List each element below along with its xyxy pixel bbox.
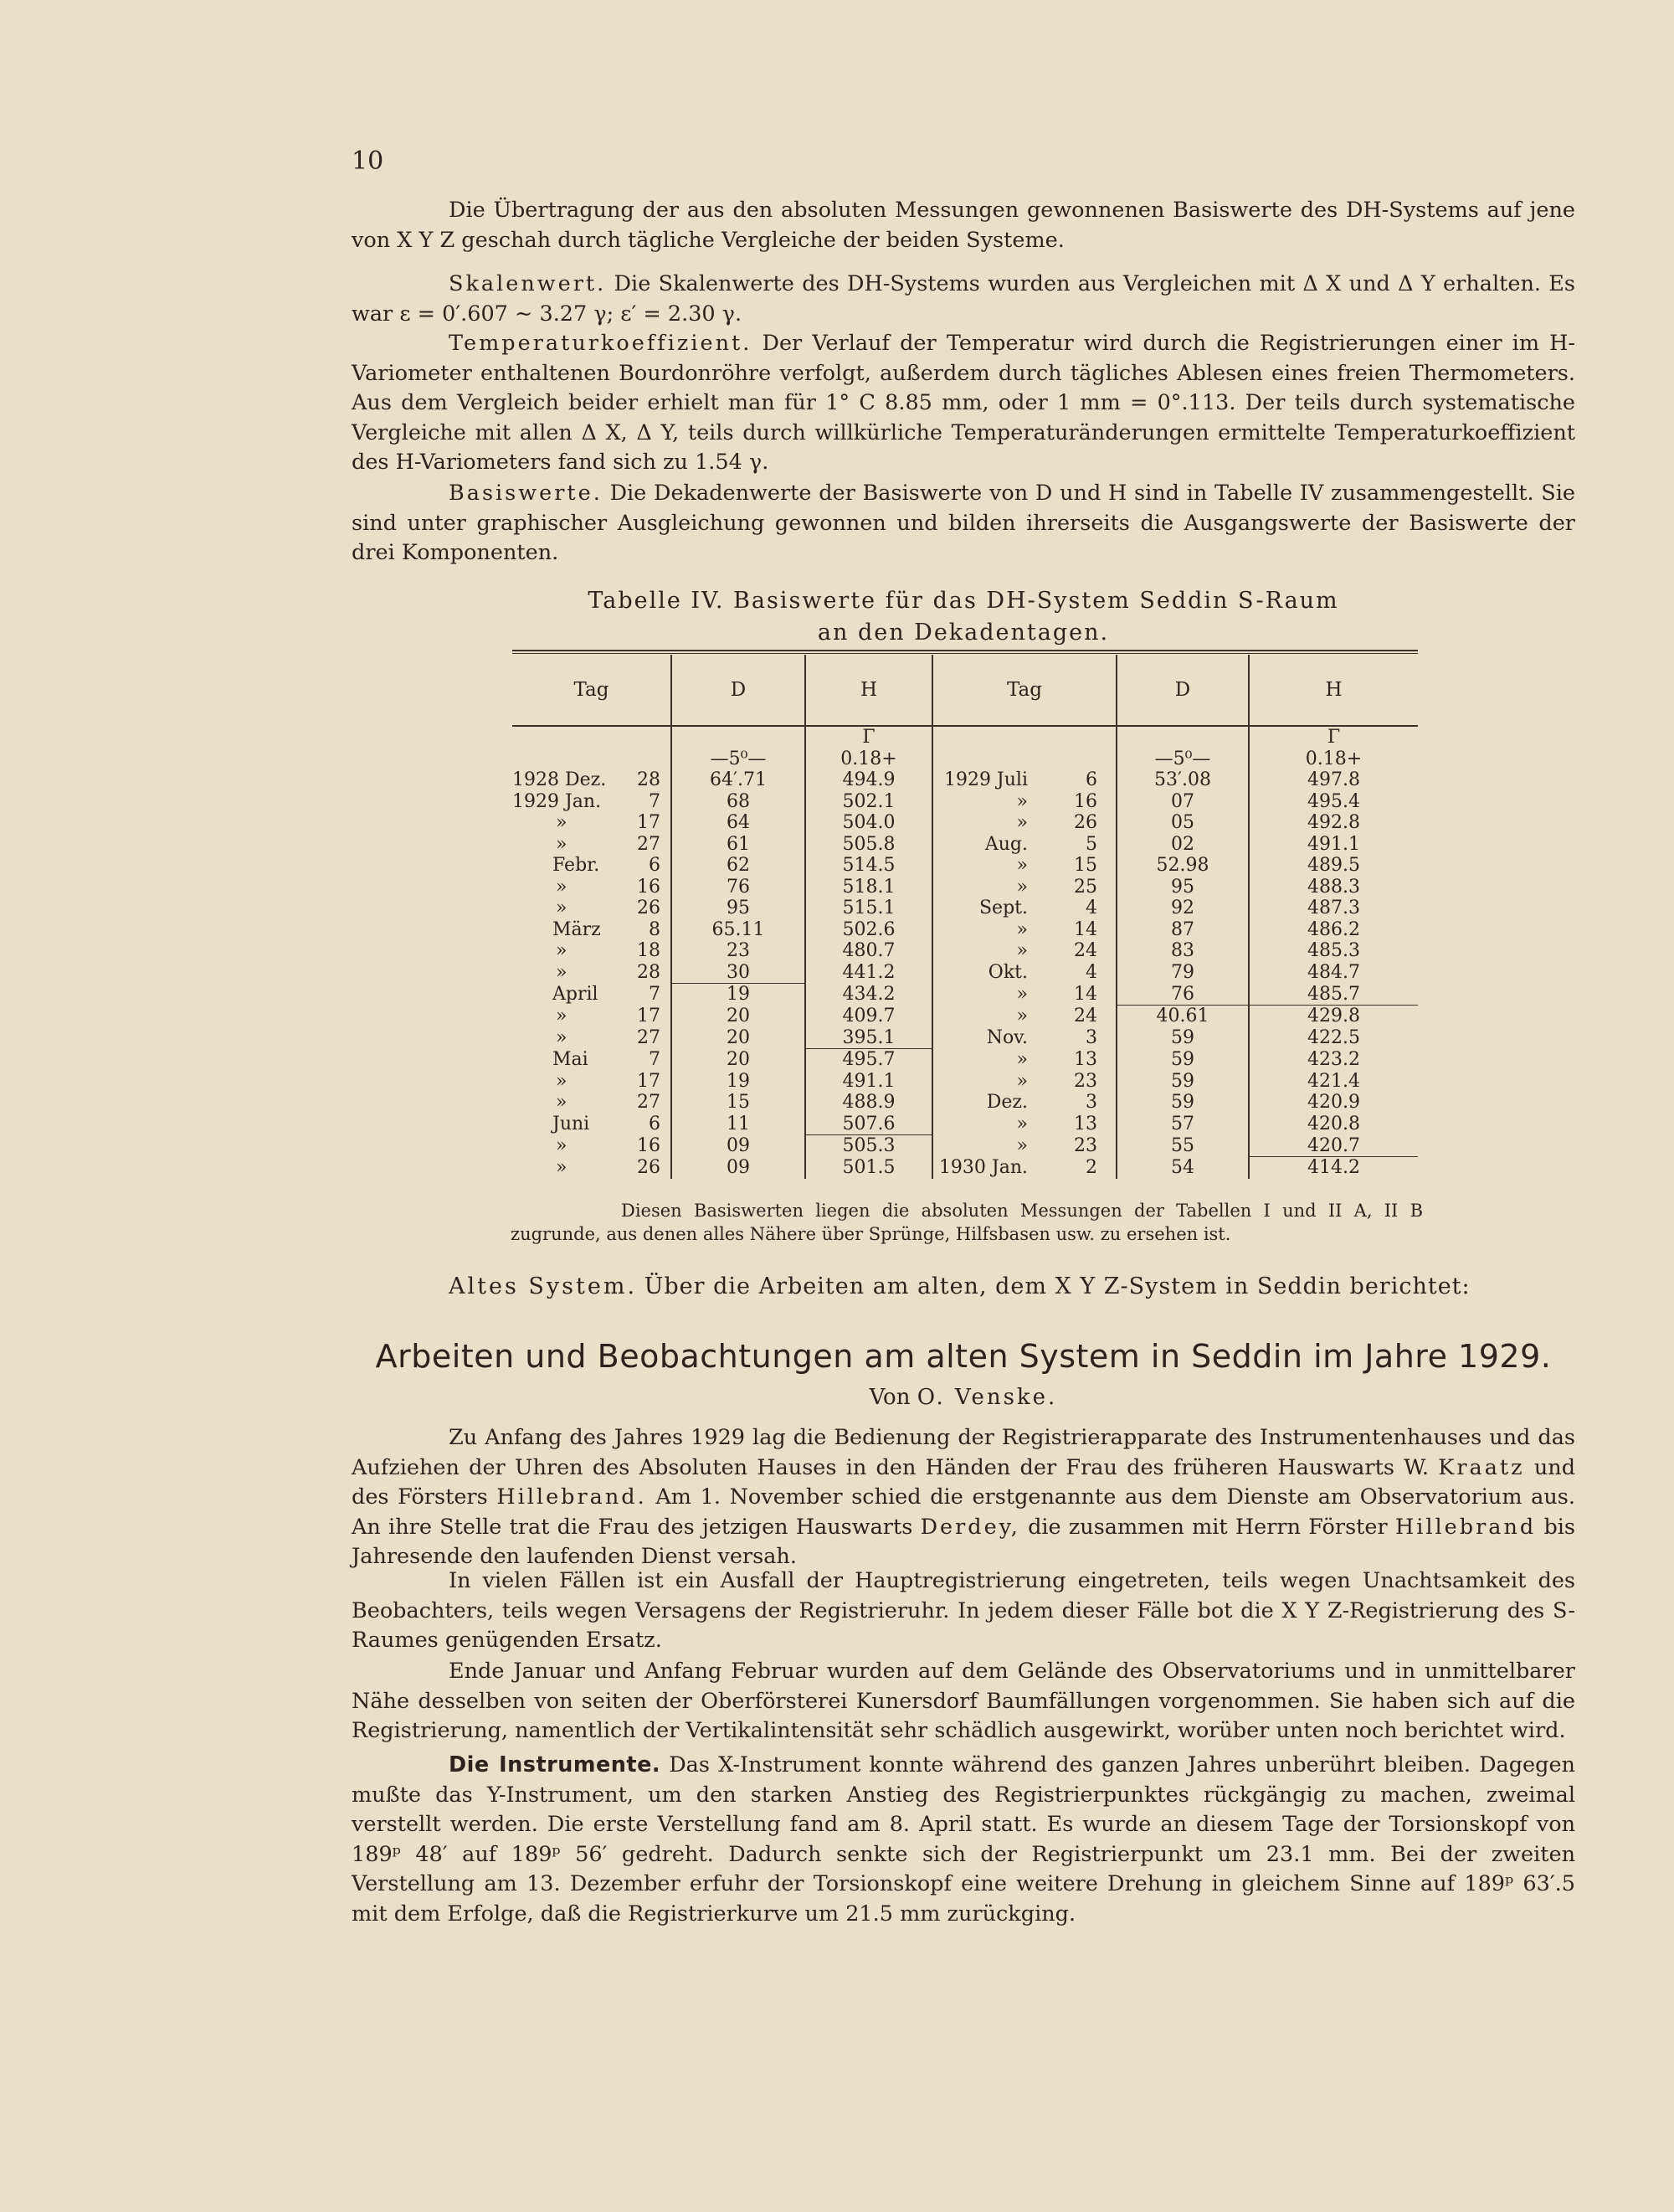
- instrumente-text: Das X-Instrument konnte während des ganzen Jahres unberührt bleiben. Dagegen mußte das Y-Instrument, um den starken Anstieg des Registrierpunktes rückgängig zu machen, zweimal verstellt werden. Die erste Verstellung fand am 8. April statt. Es wurde an diesem Tage der Torsionskopf von 189ᵖ 48′ auf 189ᵖ 56′ gedreht. Dadurch senkte sich der Registrierpunkt um 23.1 mm. Bei der zweiten Verstellung am 13. Dezember erfuhr der Torsionskopf eine weitere Drehung in gleichem Sinne auf 189ᵖ 63′.5 mit dem Erfolge, daß die Registrierkurve um 21.5 mm zurückging.: [352, 1752, 1575, 1926]
- right-tag-day: 26: [1074, 812, 1097, 833]
- right-d-value: 57: [1117, 1114, 1249, 1135]
- left-d-value: 11: [671, 1114, 805, 1135]
- left-h-value: 501.5: [805, 1157, 932, 1179]
- left-h-value: 434.2: [805, 984, 932, 1006]
- left-h-value: 494.9: [805, 769, 932, 791]
- left-h-value: 441.2: [805, 962, 932, 984]
- left-tag-day: 17: [637, 1005, 660, 1026]
- intro-paragraph-3: [352, 329, 1575, 478]
- right-h-value: 492.8: [1249, 812, 1418, 834]
- right-tag-day: 14: [1074, 983, 1097, 1005]
- right-tag-day: 25: [1074, 876, 1097, 898]
- right-tag-day: 14: [1074, 918, 1097, 940]
- right-tag-month: »: [932, 1071, 1056, 1093]
- left-d-value: 20: [671, 1049, 805, 1071]
- unit-gamma-2: Γ: [1327, 727, 1341, 748]
- left-tag-month: 1929 Jan.: [512, 790, 602, 812]
- left-d-value: 19: [671, 1071, 805, 1093]
- right-d-value: 52.98: [1117, 855, 1249, 877]
- basiswerte-table: [512, 655, 1418, 1179]
- right-h-value: 414.2: [1249, 1157, 1418, 1179]
- table-row: [512, 1135, 1418, 1157]
- left-d-value: 15: [671, 1092, 805, 1114]
- left-tag-month: »: [556, 1005, 567, 1026]
- left-h-value: 488.9: [805, 1092, 932, 1114]
- right-d-value: 79: [1117, 962, 1249, 984]
- right-tag-month: »: [932, 1049, 1056, 1071]
- left-h-value: 504.0: [805, 812, 932, 834]
- left-d-value: 65.11: [671, 919, 805, 941]
- table-top-rule-thin: [512, 653, 1418, 654]
- right-h-value: 485.7: [1249, 984, 1418, 1006]
- left-tag-month: März: [552, 918, 601, 940]
- unit-h-value-2: 0.18+: [1305, 748, 1363, 769]
- right-h-value: 422.5: [1249, 1027, 1418, 1049]
- table-footnote: Diesen Basiswerten liegen die absoluten Messungen der Tabellen I und II A, II B zugrunde, aus denen alles Nähere über Sprünge, Hilfsbasen usw. zu ersehen ist.: [511, 1201, 1423, 1244]
- left-h-value: 515.1: [805, 898, 932, 919]
- section-paragraph-2: In vielen Fällen ist ein Ausfall der Hauptregistrierung eingetreten, teils wegen Unachtsamkeit des Beobachters, teils wegen Versagens der Registrieruhr. In jedem dieser Fälle bot die X Y Z-Registrierung des S-Raumes genügenden Ersatz.: [352, 1568, 1575, 1653]
- left-h-value: 495.7: [805, 1049, 932, 1071]
- left-tag-day: 7: [649, 983, 660, 1005]
- right-tag-month: »: [932, 940, 1056, 962]
- table-row: [512, 962, 1418, 984]
- right-d-value: 59: [1117, 1071, 1249, 1093]
- right-tag-month: »: [932, 791, 1056, 813]
- intro-paragraph-1: Die Übertragung der aus den absoluten Messungen gewonnenen Basiswerte des DH-Systems auf jene von X Y Z geschah durch tägliche Vergleiche der beiden Systeme.: [352, 198, 1575, 253]
- left-h-value: 507.6: [805, 1114, 932, 1135]
- section-paragraph-4: [352, 1751, 1575, 1929]
- left-h-value: 480.7: [805, 940, 932, 962]
- left-tag-day: 6: [649, 1113, 660, 1134]
- unit-h-2: [1249, 726, 1418, 769]
- left-tag-day: 7: [649, 1048, 660, 1070]
- left-tag-month: »: [556, 812, 567, 833]
- table-row: [512, 834, 1418, 856]
- right-h-value: 484.7: [1249, 962, 1418, 984]
- left-tag-day: 18: [637, 940, 660, 961]
- header-d-1: D: [671, 655, 805, 726]
- right-h-value: 420.7: [1249, 1135, 1418, 1157]
- left-tag-month: »: [556, 940, 567, 961]
- right-tag-day: 15: [1074, 855, 1097, 876]
- left-d-value: 09: [671, 1157, 805, 1179]
- left-d-value: 19: [671, 984, 805, 1006]
- right-tag-day: 4: [1086, 961, 1097, 983]
- left-tag-day: 6: [649, 855, 660, 876]
- page-number: 10: [352, 147, 384, 176]
- name-kraatz: Kraatz: [1438, 1454, 1525, 1480]
- left-tag-month: »: [556, 1070, 567, 1092]
- left-tag-day: 17: [637, 1070, 660, 1092]
- section-author-line: [352, 1385, 1575, 1410]
- right-h-value: 495.4: [1249, 791, 1418, 813]
- table-row: [512, 1027, 1418, 1049]
- left-h-value: 514.5: [805, 855, 932, 877]
- table-row: [512, 1114, 1418, 1135]
- right-d-value: 76: [1117, 984, 1249, 1006]
- temperaturkoeffizient-text: Der Verlauf der Temperatur wird durch die Registrierungen einer im H-Variometer enthaltenen Bourdonröhre verfolgt, außerdem durch tägliches Ablesen eines freien Thermometers. Aus dem Vergleich beider erhielt man für 1° C 8.85 mm, oder 1 mm = 0°.113. Der teils durch systematische Vergleiche mit allen Δ X, Δ Y, teils durch willkürliche Temperaturänderungen ermittelte Temperaturkoeffizient des H-Variometers fand sich zu 1.54 γ.: [352, 331, 1575, 475]
- right-h-value: 420.9: [1249, 1092, 1418, 1114]
- table-row: [512, 984, 1418, 1006]
- left-tag-month: »: [556, 1026, 567, 1048]
- name-hillebrand-1: Hillebrand.: [496, 1484, 647, 1510]
- right-d-value: 54: [1117, 1157, 1249, 1179]
- table-row: [512, 1071, 1418, 1093]
- left-h-value: 502.6: [805, 919, 932, 941]
- right-tag-month: Dez.: [932, 1092, 1056, 1114]
- header-tag-2: Tag: [932, 655, 1117, 726]
- left-tag-day: 26: [637, 898, 660, 918]
- table-row: [512, 1006, 1418, 1027]
- table-row: [512, 898, 1418, 919]
- left-tag-month: Mai: [552, 1048, 588, 1070]
- right-d-value: 02: [1117, 834, 1249, 856]
- section-paragraph-1: [352, 1423, 1575, 1572]
- left-tag-month: »: [556, 876, 567, 898]
- section-title: Arbeiten und Beobachtungen am alten System in Seddin im Jahre 1929.: [375, 1338, 1552, 1375]
- left-d-value: 64: [671, 812, 805, 834]
- section-paragraph-3: Ende Januar und Anfang Februar wurden auf dem Gelände des Observatoriums und in unmittelbarer Nähe desselben von seiten der Oberförsterei Kunersdorf Baumfällungen vorgenommen. Sie haben sich auf die Registrierung, namentlich der Vertikalintensität sehr schädlich ausgewirkt, worüber unten noch berichtet wird.: [352, 1659, 1575, 1743]
- table-caption-line-2: an den Dekadentagen.: [817, 620, 1110, 646]
- left-d-value: 20: [671, 1027, 805, 1049]
- right-tag-day: 13: [1074, 1113, 1097, 1134]
- left-tag-month: Febr.: [552, 855, 600, 876]
- right-d-value: 59: [1117, 1027, 1249, 1049]
- table-top-rule: [512, 650, 1418, 651]
- right-tag-day: 16: [1074, 790, 1097, 812]
- left-tag-day: 27: [637, 833, 660, 855]
- left-d-value: 64′.71: [671, 769, 805, 791]
- right-d-value: 83: [1117, 940, 1249, 962]
- right-d-value: 05: [1117, 812, 1249, 834]
- author-name: O. Venske.: [917, 1385, 1058, 1410]
- basiswerte-heading: Basiswerte.: [449, 481, 603, 506]
- table-row: [512, 1049, 1418, 1071]
- altes-system-text: Über die Arbeiten am alten, dem X Y Z-System in Seddin berichtet:: [644, 1273, 1471, 1299]
- header-tag-1: Tag: [512, 655, 671, 726]
- right-tag-month: »: [932, 1114, 1056, 1135]
- author-prefix: Von: [869, 1385, 911, 1410]
- right-tag-day: 5: [1086, 833, 1097, 855]
- right-h-value: 486.2: [1249, 919, 1418, 941]
- right-tag-month: »: [932, 812, 1056, 834]
- table-row: [512, 791, 1418, 813]
- p1-text-d: die zusammen mit Herrn Förster: [1028, 1514, 1388, 1540]
- unit-h-1: [805, 726, 932, 769]
- left-tag-month: »: [556, 898, 567, 918]
- left-tag-month: April: [552, 983, 598, 1005]
- table-unit-row: [512, 726, 1418, 769]
- intro-paragraph-2: [352, 270, 1575, 329]
- right-tag-month: »: [932, 855, 1056, 877]
- left-h-value: 518.1: [805, 877, 932, 898]
- left-tag-month: »: [556, 1134, 567, 1156]
- left-tag-day: 27: [637, 1092, 660, 1113]
- p1-text-e: bis Jahresende den laufenden Dienst versah.: [352, 1514, 1576, 1569]
- right-d-value: 40.61: [1117, 1006, 1249, 1027]
- right-tag-month: »: [932, 919, 1056, 941]
- table-row: [512, 855, 1418, 877]
- left-d-value: 09: [671, 1135, 805, 1157]
- right-tag-month: Nov.: [932, 1027, 1056, 1049]
- right-tag-month: 1929 Juli: [932, 769, 1056, 791]
- left-tag-month: Juni: [552, 1113, 590, 1134]
- right-tag-day: 24: [1074, 940, 1097, 961]
- right-tag-month: »: [932, 1006, 1056, 1027]
- right-d-value: 59: [1117, 1049, 1249, 1071]
- left-d-value: 61: [671, 834, 805, 856]
- right-h-value: 423.2: [1249, 1049, 1418, 1071]
- right-h-value: 487.3: [1249, 898, 1418, 919]
- right-tag-month: Sept.: [932, 898, 1056, 919]
- left-d-value: 20: [671, 1006, 805, 1027]
- unit-h-value-1: 0.18+: [840, 748, 897, 769]
- table-row: [512, 769, 1418, 791]
- header-d-2: D: [1117, 655, 1249, 726]
- right-tag-day: 23: [1074, 1070, 1097, 1092]
- altes-system-heading: Altes System.: [449, 1273, 638, 1299]
- left-d-value: 95: [671, 898, 805, 919]
- right-d-value: 59: [1117, 1092, 1249, 1114]
- right-tag-month: Aug.: [932, 834, 1056, 856]
- temperaturkoeffizient-heading: Temperaturkoeffizient.: [449, 331, 752, 356]
- left-h-value: 502.1: [805, 791, 932, 813]
- right-tag-day: 6: [1086, 769, 1097, 790]
- right-tag-day: 2: [1086, 1156, 1097, 1178]
- unit-gamma-1: Γ: [862, 727, 876, 748]
- right-tag-month: 1930 Jan.: [932, 1157, 1056, 1179]
- right-tag-day: 23: [1074, 1134, 1097, 1156]
- basiswerte-text: Die Dekadenwerte der Basiswerte von D und H sind in Tabelle IV zusammengestellt. Sie sind unter graphischer Ausgleichung gewonnen und bilden ihrerseits die Ausgangswerte der Basiswerte der drei Komponenten.: [352, 481, 1576, 565]
- right-h-value: 421.4: [1249, 1071, 1418, 1093]
- left-h-value: 409.7: [805, 1006, 932, 1027]
- left-tag-day: 7: [649, 790, 660, 812]
- left-h-value: 491.1: [805, 1071, 932, 1093]
- unit-d-1: —5⁰—: [671, 726, 805, 769]
- left-tag-month: »: [556, 961, 567, 983]
- table-row: [512, 812, 1418, 834]
- p1-text-b: und des Försters: [352, 1454, 1576, 1510]
- right-h-value: 485.3: [1249, 940, 1418, 962]
- table-row: [512, 877, 1418, 898]
- p1-text-c: Am 1. November schied die erstgenannte aus dem Dienste am Observatorium aus. An ihre Stelle trat die Frau des jetzigen Hauswarts: [352, 1484, 1575, 1540]
- left-tag-month: 1928 Dez.: [512, 769, 607, 790]
- p1-text-a: Zu Anfang des Jahres 1929 lag die Bedienung der Registrierapparate des Instrumentenhauses und das Aufziehen der Uhren des Absoluten Hauses in den Händen der Frau des früheren Hauswarts W.: [352, 1425, 1575, 1480]
- right-h-value: 420.8: [1249, 1114, 1418, 1135]
- header-h-1: H: [805, 655, 932, 726]
- left-d-value: 30: [671, 962, 805, 984]
- right-d-value: 95: [1117, 877, 1249, 898]
- right-tag-day: 3: [1086, 1026, 1097, 1048]
- left-tag-month: »: [556, 1092, 567, 1113]
- altes-system-paragraph: [352, 1272, 1575, 1302]
- unit-d-2: —5⁰—: [1117, 726, 1249, 769]
- left-d-value: 68: [671, 791, 805, 813]
- right-tag-day: 4: [1086, 898, 1097, 918]
- left-tag-day: 28: [637, 769, 660, 790]
- left-tag-month: »: [556, 833, 567, 855]
- left-tag-day: 26: [637, 1156, 660, 1178]
- right-d-value: 92: [1117, 898, 1249, 919]
- instrumente-heading: Die Instrumente.: [449, 1752, 661, 1777]
- right-h-value: 429.8: [1249, 1006, 1418, 1027]
- left-d-value: 23: [671, 940, 805, 962]
- table-row: [512, 1157, 1418, 1179]
- header-h-2: H: [1249, 655, 1418, 726]
- right-tag-day: 13: [1074, 1048, 1097, 1070]
- skalenwert-heading: Skalenwert.: [449, 271, 607, 296]
- name-derdey: Derdey,: [920, 1514, 1020, 1540]
- right-h-value: 488.3: [1249, 877, 1418, 898]
- left-tag-day: 28: [637, 961, 660, 983]
- right-h-value: 497.8: [1249, 769, 1418, 791]
- right-tag-day: 3: [1086, 1092, 1097, 1113]
- right-tag-month: »: [932, 1135, 1056, 1157]
- left-h-value: 505.8: [805, 834, 932, 856]
- right-h-value: 491.1: [1249, 834, 1418, 856]
- table-data-rows: [512, 769, 1418, 1179]
- right-d-value: 87: [1117, 919, 1249, 941]
- left-tag-day: 17: [637, 812, 660, 833]
- table-caption-line-1: Tabelle IV. Basiswerte für das DH-System Seddin S-Raum: [588, 588, 1339, 614]
- left-d-value: 76: [671, 877, 805, 898]
- right-h-value: 489.5: [1249, 855, 1418, 877]
- left-d-value: 62: [671, 855, 805, 877]
- name-hillebrand-2: Hillebrand: [1394, 1514, 1537, 1540]
- right-d-value: 07: [1117, 791, 1249, 813]
- left-tag-day: 27: [637, 1026, 660, 1048]
- right-tag-month: »: [932, 877, 1056, 898]
- right-tag-month: Okt.: [932, 962, 1056, 984]
- table-row: [512, 919, 1418, 941]
- left-tag-day: 16: [637, 876, 660, 898]
- left-tag-month: »: [556, 1156, 567, 1178]
- right-d-value: 53′.08: [1117, 769, 1249, 791]
- left-tag-day: 8: [649, 918, 660, 940]
- skalenwert-text: Die Skalenwerte des DH-Systems wurden aus Vergleichen mit Δ X und Δ Y erhalten. Es war ε = 0′.607 ∼ 3.27 γ; ε′ = 2.30 γ.: [352, 271, 1576, 327]
- left-tag-day: 16: [637, 1134, 660, 1156]
- left-h-value: 505.3: [805, 1135, 932, 1157]
- intro-paragraph-4: [352, 479, 1575, 568]
- right-tag-day: 24: [1074, 1005, 1097, 1026]
- left-h-value: 395.1: [805, 1027, 932, 1049]
- table-row: [512, 1092, 1418, 1114]
- table-header-row: [512, 655, 1418, 726]
- right-d-value: 55: [1117, 1135, 1249, 1157]
- table-row: [512, 940, 1418, 962]
- right-tag-month: »: [932, 984, 1056, 1006]
